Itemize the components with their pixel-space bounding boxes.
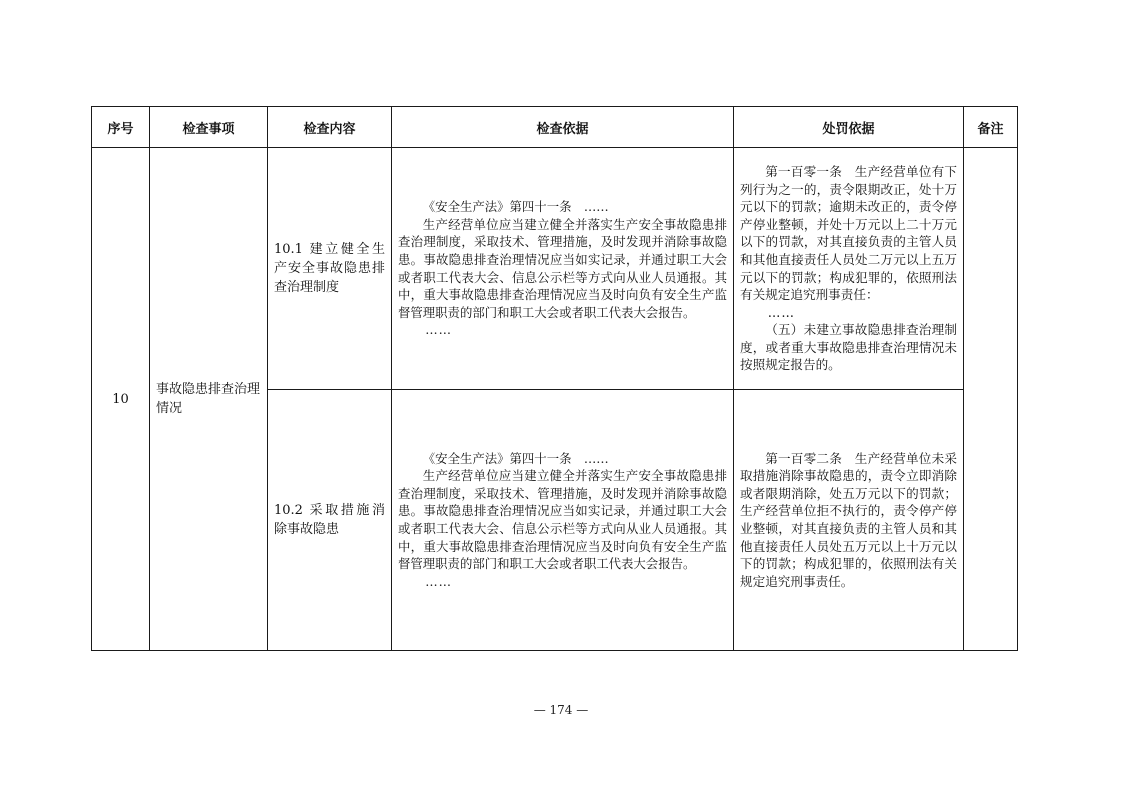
header-remark: 备注 [964, 107, 1018, 148]
penalty-ellipsis: …… [767, 304, 795, 320]
header-no: 序号 [92, 107, 150, 148]
inspection-content-10-1: 10.1 建立健全生产安全事故隐患排查治理制度 [268, 148, 392, 390]
header-content: 检查内容 [268, 107, 392, 148]
page-number: — 174 — [533, 703, 589, 717]
penalty-basis-10-2 [734, 390, 964, 651]
penalty-text: 第一百零二条 生产经营单位未采取措施消除事故隐患的，责令立即消除或者限期消除，处五万元以下的罚款；生产经营单位拒不执行的，责令停产停业整顿，对其直接负责的主管人员和其他直接责任人员处五万元以上十万元以下的罚款；构成犯罪的，依照刑法有关规定追究刑事责任。 [740, 450, 957, 589]
penalty-text: 第一百零一条 生产经营单位有下列行为之一的，责令限期改正，处十万元以下的罚款；逾期未改正的，责令停产停业整顿，并处十万元以上二十万元以下的罚款，对其直接负责的主管人员和其他直接责任人员处二万元以上五万元以下的罚款；构成犯罪的，依照刑法有关规定追究刑事责任： [740, 163, 957, 303]
basis-text: 生产经营单位应当建立健全并落实生产安全事故隐患排查治理制度，采取技术、管理措施，及时发现并消除事故隐患。事故隐患排查治理情况应当如实记录，并通过职工大会或者职工代表大会、信息公示栏等方式向从业人员通报。其中，重大事故隐患排查治理情况应当及时向负有安全生产监督管理职责的部门和职工大会或者职工代表大会报告。 [398, 468, 727, 572]
header-item: 检查事项 [150, 107, 268, 148]
penalty-basis-10-1 [734, 148, 964, 390]
inspection-basis-10-1 [392, 148, 734, 390]
basis-title: 《安全生产法》第四十一条 …… [422, 450, 609, 466]
header-penalty: 处罚依据 [734, 107, 964, 148]
basis-ellipsis: …… [425, 573, 453, 589]
basis-ellipsis: …… [425, 322, 453, 338]
penalty-item: （五）未建立事故隐患排查治理制度，或者重大事故隐患排查治理情况未按照规定报告的。 [740, 322, 957, 373]
table-row [92, 148, 1018, 390]
inspection-table [91, 106, 1018, 651]
header-row [92, 107, 1018, 148]
row-number: 10 [92, 148, 150, 651]
basis-title: 《安全生产法》第四十一条 …… [422, 199, 609, 215]
inspection-item: 事故隐患排查治理情况 [150, 148, 268, 651]
remark-cell [964, 148, 1018, 651]
inspection-basis-10-2 [392, 390, 734, 651]
basis-text: 生产经营单位应当建立健全并落实生产安全事故隐患排查治理制度，采取技术、管理措施，及时发现并消除事故隐患。事故隐患排查治理情况应当如实记录，并通过职工大会或者职工代表大会、信息公示栏等方式向从业人员通报。其中，重大事故隐患排查治理情况应当及时向负有安全生产监督管理职责的部门和职工大会或者职工代表大会报告。 [398, 216, 727, 320]
header-basis: 检查依据 [392, 107, 734, 148]
inspection-content-10-2: 10.2 采取措施消除事故隐患 [268, 390, 392, 651]
